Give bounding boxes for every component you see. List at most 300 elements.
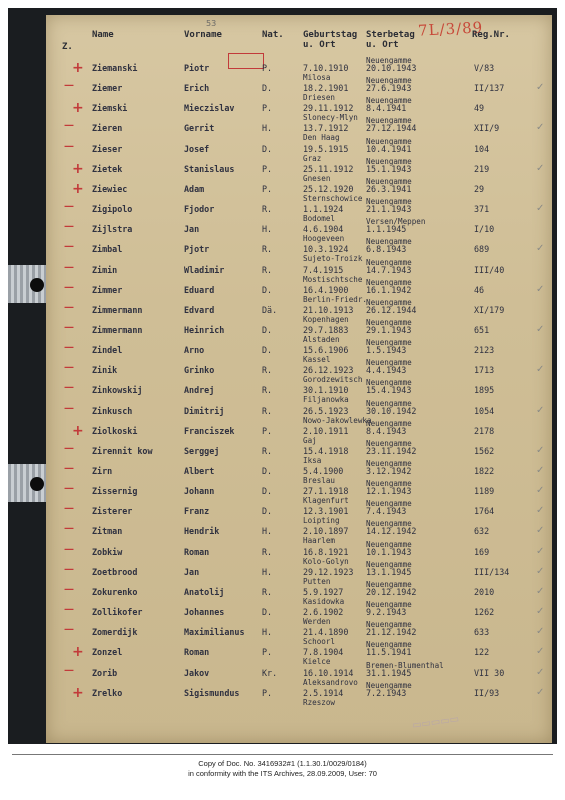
- check-icon: ✓: [536, 465, 545, 476]
- row-19-sterb-date: 23.11.1942: [366, 445, 417, 456]
- row-2-name: Ziemski: [92, 103, 128, 114]
- row-17-sterb-date: 30.10.1942: [366, 405, 417, 416]
- row-8-nat: H.: [262, 224, 273, 235]
- row-15-birth-place: Gorodzewitsch: [303, 375, 363, 385]
- row-30-reg: VII 30: [474, 667, 505, 678]
- row-22-death-place: Neuengamme: [366, 499, 412, 509]
- row-12-reg: XI/179: [474, 304, 505, 315]
- margin-mark: —: [64, 503, 74, 515]
- row-21-sterb-date: 12.1.1943: [366, 486, 412, 497]
- row-17-birth-place: Nowo-Jakowlewka: [303, 415, 372, 425]
- row-5-birth-place: Gnesen: [303, 173, 331, 183]
- row-10-birth-place: Mostischtsche: [303, 274, 363, 284]
- row-7-name: Zigipolo: [92, 204, 133, 215]
- row-4-name: Zieser: [92, 143, 123, 154]
- row-13-death-place: Neuengamme: [366, 317, 412, 327]
- row-26-death-place: Neuengamme: [366, 579, 412, 589]
- row-23-death-place: Neuengamme: [366, 519, 412, 529]
- row-14-vorname: Arno: [184, 345, 205, 356]
- row-14-death-place: Neuengamme: [366, 338, 412, 348]
- row-1-reg: II/137: [474, 83, 505, 94]
- row-27-vorname: Johannes: [184, 607, 225, 618]
- margin-mark: +: [72, 644, 84, 661]
- margin-mark: +: [72, 100, 84, 117]
- row-11-birth-place: Berlin-Friedr.: [303, 294, 368, 304]
- row-17-nat: R.: [262, 405, 273, 416]
- row-15-nat: R.: [262, 365, 273, 376]
- row-30-vorname: Jakov: [184, 667, 210, 678]
- row-27-death-place: Neuengamme: [366, 600, 412, 610]
- row-12-geb-date: 21.10.1913: [303, 304, 354, 315]
- check-icon: ✓: [536, 585, 545, 597]
- margin-mark: —: [64, 382, 74, 394]
- row-30-name: Zorib: [92, 667, 118, 678]
- margin-mark: +: [72, 422, 84, 439]
- row-7-reg: 371: [474, 204, 490, 215]
- row-9-birth-place: Sujeto-Troizk: [303, 254, 363, 264]
- margin-mark: —: [64, 261, 74, 273]
- row-21-vorname: Johann: [184, 486, 215, 497]
- row-3-death-place: Neuengamme: [366, 116, 412, 126]
- row-15-vorname: Grinko: [184, 365, 215, 376]
- header-nationality: Nat.: [262, 30, 284, 40]
- row-30-sterb-date: 31.1.1945: [366, 667, 412, 678]
- check-icon: ✓: [536, 243, 545, 255]
- row-5-sterb-date: 15.1.1943: [366, 163, 412, 174]
- check-icon: ✓: [536, 283, 545, 295]
- row-2-birth-place: Slonecy-Mlyn: [303, 113, 358, 123]
- row-14-reg: 2123: [474, 345, 495, 356]
- margin-mark: +: [72, 160, 84, 177]
- row-2-nat: P.: [262, 103, 273, 114]
- punch-hole-top: [30, 278, 44, 292]
- row-13-vorname: Heinrich: [184, 324, 225, 335]
- row-5-nat: P.: [262, 163, 273, 174]
- pencil-page-number: 53: [206, 19, 217, 28]
- row-14-birth-place: Kassel: [303, 355, 331, 365]
- row-18-death-place: Neuengamme: [366, 418, 412, 428]
- margin-mark: —: [64, 241, 74, 253]
- check-icon: ✓: [536, 606, 545, 618]
- row-7-death-place: Neuengamme: [366, 197, 412, 207]
- row-17-reg: 1054: [474, 405, 495, 416]
- row-3-geb-date: 13.7.1912: [303, 123, 349, 134]
- row-28-death-place: Neuengamme: [366, 620, 412, 630]
- row-7-vorname: Fjodor: [184, 204, 215, 215]
- punch-hole-bottom: [30, 477, 44, 491]
- row-3-nat: H.: [262, 123, 273, 134]
- header-number: Z.: [62, 42, 73, 52]
- row-31-sterb-date: 7.2.1943: [366, 687, 407, 698]
- margin-mark: —: [64, 201, 74, 213]
- row-14-name: Zindel: [92, 345, 123, 356]
- row-31-reg: II/93: [474, 687, 500, 698]
- row-23-name: Zitman: [92, 526, 123, 537]
- row-1-name: Ziemer: [92, 83, 123, 94]
- margin-mark: —: [64, 120, 74, 132]
- row-15-death-place: Neuengamme: [366, 358, 412, 368]
- row-25-death-place: Neuengamme: [366, 559, 412, 569]
- row-8-vorname: Jan: [184, 224, 200, 235]
- row-22-geb-date: 12.3.1901: [303, 506, 349, 517]
- margin-mark: +: [72, 60, 84, 76]
- row-14-geb-date: 15.6.1906: [303, 345, 349, 356]
- row-2-death-place: Neuengamme: [366, 96, 412, 106]
- check-icon: ✓: [536, 162, 545, 174]
- row-11-sterb-date: 16.1.1942: [366, 284, 412, 295]
- row-13-nat: D.: [262, 324, 273, 335]
- row-31-geb-date: 2.5.1914: [303, 687, 344, 698]
- row-0-name: Ziemanski: [92, 63, 138, 73]
- row-24-sterb-date: 10.1.1943: [366, 546, 412, 557]
- row-22-name: Zisterer: [92, 506, 133, 517]
- row-9-sterb-date: 6.8.1943: [366, 244, 407, 255]
- margin-mark: +: [72, 180, 84, 197]
- red-box-annotation: [228, 53, 264, 69]
- row-6-sterb-date: 26.3.1941: [366, 183, 412, 194]
- row-9-death-place: Neuengamme: [366, 237, 412, 247]
- row-18-reg: 2178: [474, 425, 495, 436]
- row-24-nat: R.: [262, 546, 273, 557]
- row-9-geb-date: 10.3.1924: [303, 244, 349, 255]
- row-13-sterb-date: 29.1.1943: [366, 324, 412, 335]
- header-vorname: Vorname: [184, 30, 222, 40]
- row-28-vorname: Maximilianus: [184, 627, 245, 638]
- row-26-geb-date: 5.9.1927: [303, 586, 344, 597]
- margin-mark: —: [64, 301, 74, 313]
- row-2-reg: 49: [474, 103, 485, 114]
- row-18-birth-place: Gaj: [303, 435, 317, 445]
- row-27-sterb-date: 9.2.1943: [366, 607, 407, 618]
- row-29-birth-place: Kielce: [303, 657, 331, 667]
- row-30-geb-date: 16.10.1914: [303, 667, 354, 678]
- row-15-sterb-date: 4.4.1943: [366, 365, 407, 376]
- row-6-geb-date: 25.12.1920: [303, 183, 354, 194]
- row-19-vorname: Serggej: [184, 445, 220, 456]
- row-2-sterb-date: 8.4.1941: [366, 103, 407, 114]
- row-23-birth-place: Haarlem: [303, 536, 336, 546]
- row-18-geb-date: 2.10.1911: [303, 425, 349, 436]
- row-7-geb-date: 1.1.1924: [303, 204, 344, 215]
- row-25-name: Zoetbrood: [92, 566, 138, 577]
- check-icon: ✓: [536, 505, 545, 517]
- row-12-vorname: Edvard: [184, 304, 215, 315]
- row-21-nat: D.: [262, 486, 273, 497]
- row-0-reg: V/83: [474, 63, 495, 73]
- row-31-death-place: Neuengamme: [366, 680, 412, 690]
- row-28-birth-place: Schoorl: [303, 637, 336, 647]
- row-26-birth-place: Kasidowka: [303, 596, 345, 606]
- row-1-death-place: Neuengamme: [366, 76, 412, 86]
- check-icon: ✓: [536, 686, 545, 698]
- row-8-geb-date: 4.6.1904: [303, 224, 344, 235]
- row-20-nat: D.: [262, 466, 273, 476]
- row-11-reg: 46: [474, 284, 485, 295]
- row-13-name: Zimmermann: [92, 324, 143, 335]
- row-3-reg: XII/9: [474, 123, 500, 134]
- row-15-reg: 1713: [474, 365, 495, 376]
- row-11-name: Zimmer: [92, 284, 123, 295]
- check-icon: ✓: [536, 565, 545, 577]
- row-2-geb-date: 29.11.1912: [303, 103, 354, 114]
- row-3-sterb-date: 27.12.1944: [366, 123, 417, 134]
- row-5-death-place: Neuengamme: [366, 156, 412, 166]
- check-icon: ✓: [536, 82, 545, 94]
- footer-line-1: Copy of Doc. No. 3416932#1 (1.1.30.1/0029/0184): [198, 759, 367, 768]
- row-23-vorname: Hendrik: [184, 526, 220, 537]
- margin-mark: —: [64, 140, 74, 152]
- row-29-death-place: Neuengamme: [366, 640, 412, 650]
- row-14-sterb-date: 1.5.1943: [366, 345, 407, 356]
- row-15-name: Zinik: [92, 365, 118, 376]
- row-16-name: Zinkowskij: [92, 385, 143, 396]
- row-21-geb-date: 27.1.1918: [303, 486, 349, 497]
- row-1-nat: D.: [262, 83, 273, 94]
- row-21-birth-place: Klagenfurt: [303, 496, 349, 506]
- row-22-vorname: Franz: [184, 506, 210, 517]
- margin-mark: —: [64, 543, 74, 555]
- row-20-geb-date: 5.4.1900: [303, 466, 344, 476]
- row-1-birth-place: Driesen: [303, 93, 336, 103]
- row-6-vorname: Adam: [184, 183, 205, 194]
- row-4-vorname: Josef: [184, 143, 210, 154]
- row-1-sterb-date: 27.6.1943: [366, 83, 412, 94]
- row-19-name: Zirennit kow: [92, 445, 153, 456]
- row-6-death-place: Neuengamme: [366, 176, 412, 186]
- row-19-nat: R.: [262, 445, 273, 456]
- row-23-nat: H.: [262, 526, 273, 537]
- row-14-nat: D.: [262, 345, 273, 356]
- check-icon: ✓: [536, 404, 545, 416]
- row-6-name: Ziewiec: [92, 183, 128, 194]
- check-icon: ✓: [536, 525, 545, 537]
- row-11-vorname: Eduard: [184, 284, 215, 295]
- archive-reference: 7L/3/89: [417, 18, 484, 40]
- row-8-birth-place: Hoogeveen: [303, 234, 345, 244]
- row-16-nat: R.: [262, 385, 273, 396]
- row-27-reg: 1262: [474, 607, 495, 618]
- row-16-sterb-date: 15.4.1943: [366, 385, 412, 396]
- row-24-name: Zobkiw: [92, 546, 123, 557]
- margin-mark: —: [64, 342, 74, 354]
- row-28-nat: H.: [262, 627, 273, 638]
- row-1-vorname: Erich: [184, 83, 210, 94]
- margin-mark: —: [64, 402, 74, 414]
- row-20-sterb-date: 3.12.1942: [366, 466, 412, 476]
- check-icon: ✓: [536, 646, 545, 658]
- margin-mark: +: [72, 684, 84, 701]
- row-8-sterb-date: 1.1.1945: [366, 224, 407, 235]
- row-28-name: Zomerdijk: [92, 627, 138, 638]
- row-17-name: Zinkusch: [92, 405, 133, 416]
- row-27-nat: D.: [262, 607, 273, 618]
- row-18-name: Ziolkoski: [92, 425, 138, 436]
- row-4-reg: 104: [474, 143, 490, 154]
- row-16-geb-date: 30.1.1910: [303, 385, 349, 396]
- check-icon: ✓: [536, 323, 545, 335]
- row-11-nat: D.: [262, 284, 273, 295]
- row-10-reg: III/40: [474, 264, 505, 275]
- row-9-name: Zimbal: [92, 244, 123, 255]
- row-17-geb-date: 26.5.1923: [303, 405, 349, 416]
- row-19-reg: 1562: [474, 445, 495, 456]
- row-7-birth-place: Bodomel: [303, 214, 336, 224]
- row-19-geb-date: 15.4.1918: [303, 445, 349, 456]
- row-16-vorname: Andrej: [184, 385, 215, 396]
- row-25-birth-place: Putten: [303, 576, 331, 586]
- margin-mark: —: [64, 604, 74, 616]
- row-11-geb-date: 16.4.1900: [303, 284, 349, 295]
- row-22-nat: D.: [262, 506, 273, 517]
- row-10-death-place: Neuengamme: [366, 257, 412, 267]
- row-11-death-place: Neuengamme: [366, 277, 412, 287]
- margin-mark: —: [64, 624, 74, 636]
- row-5-vorname: Stanislaus: [184, 163, 235, 174]
- row-29-reg: 122: [474, 647, 490, 658]
- row-20-birth-place: Breslau: [303, 476, 336, 485]
- row-7-nat: R.: [262, 204, 273, 215]
- row-27-name: Zollikofer: [92, 607, 143, 618]
- row-10-nat: R.: [262, 264, 273, 275]
- row-8-name: Zijlstra: [92, 224, 133, 235]
- row-4-geb-date: 19.5.1915: [303, 143, 349, 154]
- row-25-nat: H.: [262, 566, 273, 577]
- row-12-death-place: Neuengamme: [366, 297, 412, 307]
- row-31-vorname: Sigismundus: [184, 687, 240, 698]
- row-8-reg: I/10: [474, 224, 495, 235]
- margin-mark: —: [64, 463, 74, 474]
- row-26-reg: 2010: [474, 586, 495, 597]
- margin-mark: —: [64, 362, 74, 374]
- row-12-nat: Dä.: [262, 304, 278, 315]
- row-30-death-place: Bremen-Blumenthal: [366, 660, 444, 670]
- row-27-birth-place: Werden: [303, 617, 331, 627]
- row-5-name: Zietek: [92, 163, 123, 174]
- margin-mark: —: [64, 281, 74, 293]
- row-22-birth-place: Loipting: [303, 516, 340, 526]
- row-6-reg: 29: [474, 183, 485, 194]
- row-16-reg: 1895: [474, 385, 495, 396]
- row-10-sterb-date: 14.7.1943: [366, 264, 412, 275]
- row-4-sterb-date: 10.4.1941: [366, 143, 412, 154]
- row-13-geb-date: 29.7.1883: [303, 324, 349, 335]
- faded-stamp: ▭▭▭▭▭: [411, 713, 460, 732]
- row-2-vorname: Mieczislav: [184, 103, 235, 114]
- row-16-birth-place: Filjanowka: [303, 395, 349, 405]
- row-21-name: Zissernig: [92, 486, 138, 497]
- row-17-death-place: Neuengamme: [366, 398, 412, 408]
- row-6-birth-place: Sternschowice: [303, 193, 363, 203]
- row-25-sterb-date: 13.1.1945: [366, 566, 412, 577]
- row-10-vorname: Wladimir: [184, 264, 225, 275]
- row-23-sterb-date: 14.12.1942: [366, 526, 417, 537]
- row-29-sterb-date: 11.5.1941: [366, 647, 412, 658]
- margin-mark: —: [64, 321, 74, 333]
- row-9-reg: 689: [474, 244, 490, 255]
- footer-line-2: in conformity with the ITS Archives, 28.09.2009, User: 70: [188, 769, 377, 778]
- row-31-birth-place: Rzeszow: [303, 697, 336, 707]
- row-26-nat: R.: [262, 586, 273, 597]
- row-7-sterb-date: 21.1.1943: [366, 204, 412, 215]
- check-icon: ✓: [536, 122, 545, 134]
- row-30-birth-place: Aleksandrovo: [303, 677, 358, 687]
- row-31-name: Zrelko: [92, 687, 123, 698]
- row-24-reg: 169: [474, 546, 490, 557]
- row-29-geb-date: 7.8.1904: [303, 647, 344, 658]
- row-0-death-place: Neuengamme: [366, 56, 412, 65]
- row-29-nat: P.: [262, 647, 273, 658]
- row-10-geb-date: 7.4.1915: [303, 264, 344, 275]
- row-12-birth-place: Kopenhagen: [303, 314, 349, 324]
- row-1-geb-date: 18.2.1901: [303, 83, 349, 94]
- row-0-nat: P.: [262, 63, 273, 73]
- margin-mark: —: [64, 442, 74, 454]
- row-20-reg: 1822: [474, 466, 495, 476]
- check-icon: ✓: [536, 545, 545, 557]
- row-18-nat: P.: [262, 425, 273, 436]
- row-5-geb-date: 25.11.1912: [303, 163, 354, 174]
- row-28-reg: 633: [474, 627, 490, 638]
- header-registration: Reg.Nr.: [472, 30, 510, 40]
- row-20-name: Zirn: [92, 466, 113, 476]
- row-22-sterb-date: 7.4.1943: [366, 506, 407, 517]
- row-25-vorname: Jan: [184, 566, 200, 577]
- row-25-reg: III/134: [474, 566, 510, 577]
- row-20-vorname: Albert: [184, 466, 215, 476]
- row-24-vorname: Roman: [184, 546, 210, 557]
- margin-mark: —: [64, 221, 74, 233]
- row-24-birth-place: Kolo-Golyn: [303, 556, 349, 566]
- row-13-birth-place: Alstaden: [303, 334, 340, 344]
- check-icon: ✓: [536, 485, 545, 497]
- row-25-geb-date: 29.12.1923: [303, 566, 354, 577]
- row-26-name: Zokurenko: [92, 586, 138, 597]
- footer-divider: [12, 754, 553, 755]
- row-17-vorname: Dimitrij: [184, 405, 225, 416]
- check-icon: ✓: [536, 364, 545, 376]
- row-0-geb-date: 7.10.1910: [303, 63, 349, 73]
- row-27-geb-date: 2.6.1902: [303, 607, 344, 618]
- row-28-sterb-date: 21.12.1942: [366, 627, 417, 638]
- row-26-vorname: Anatolij: [184, 586, 225, 597]
- row-12-sterb-date: 26.12.1944: [366, 304, 417, 315]
- margin-mark: —: [64, 523, 74, 535]
- margin-mark: —: [64, 563, 74, 575]
- row-22-reg: 1764: [474, 506, 495, 517]
- row-23-geb-date: 2.10.1897: [303, 526, 349, 537]
- margin-mark: —: [64, 583, 74, 595]
- row-28-geb-date: 21.4.1890: [303, 627, 349, 638]
- row-9-nat: R.: [262, 244, 273, 255]
- row-0-vorname: Piotr: [184, 63, 210, 73]
- row-15-geb-date: 26.12.1923: [303, 365, 354, 376]
- row-21-reg: 1189: [474, 486, 495, 497]
- row-12-name: Zimmermann: [92, 304, 143, 315]
- row-5-reg: 219: [474, 163, 490, 174]
- check-icon: ✓: [536, 444, 545, 456]
- check-icon: ✓: [536, 203, 545, 215]
- margin-mark: —: [64, 483, 74, 495]
- row-4-nat: D.: [262, 143, 273, 154]
- check-icon: ✓: [536, 626, 545, 638]
- row-0-birth-place: Milosa: [303, 73, 331, 82]
- row-3-birth-place: Den Haag: [303, 133, 340, 143]
- row-24-geb-date: 16.8.1921: [303, 546, 349, 557]
- header-birth: Geburtstag u. Ort: [303, 30, 358, 50]
- row-0-sterb-date: 20.10.1943: [366, 63, 417, 73]
- row-24-death-place: Neuengamme: [366, 539, 412, 549]
- row-18-vorname: Franciszek: [184, 425, 235, 436]
